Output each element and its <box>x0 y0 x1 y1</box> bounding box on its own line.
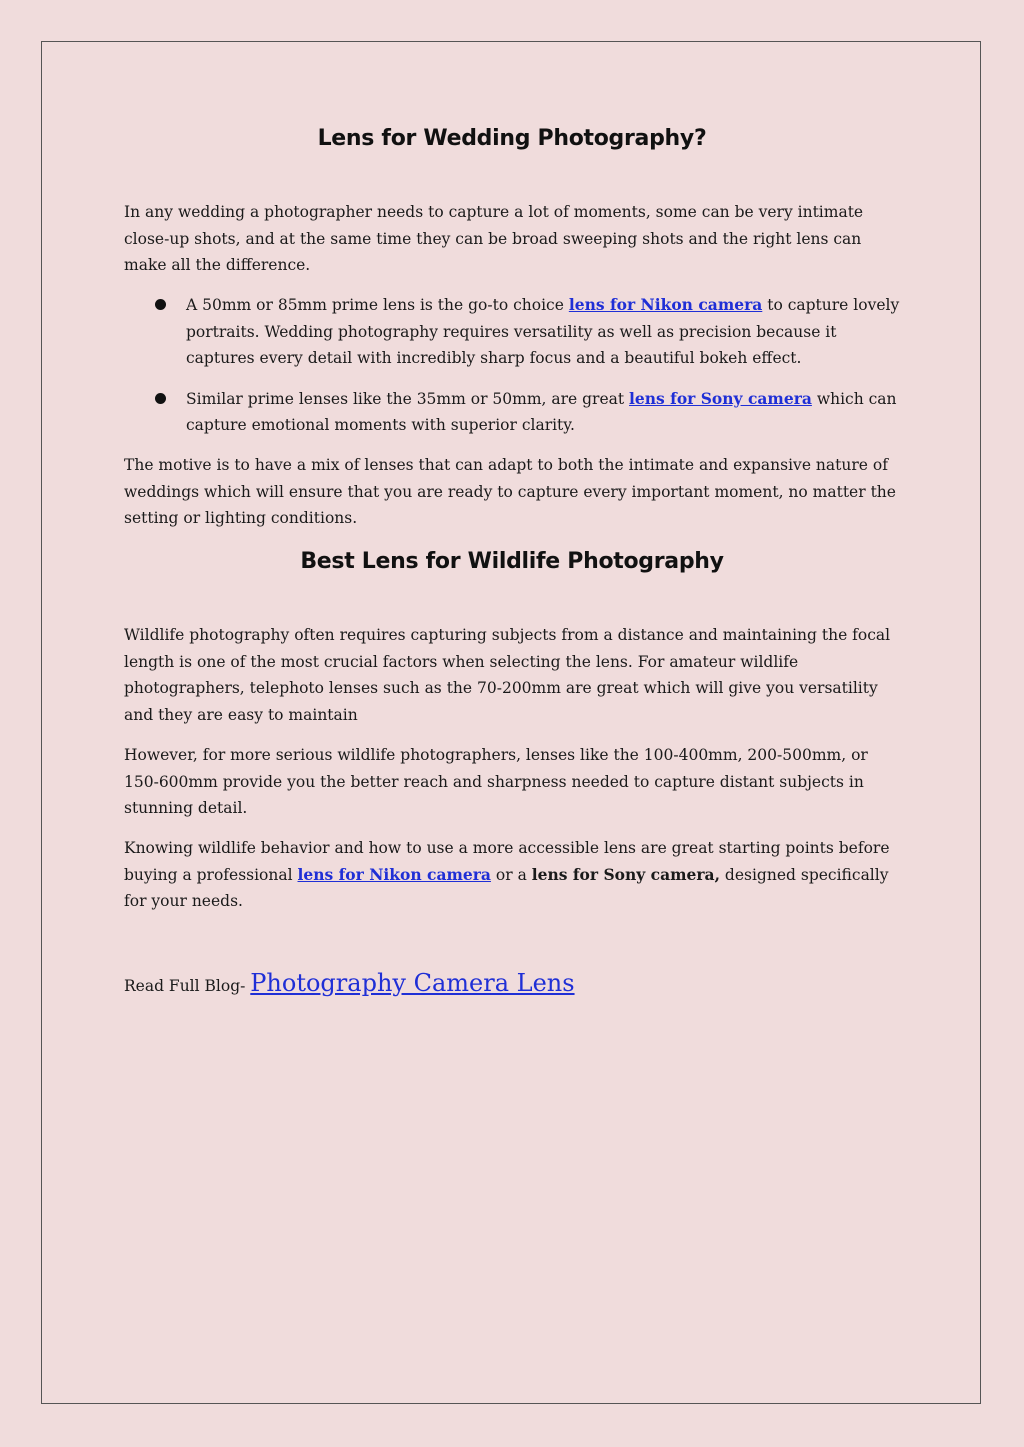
wedding-intro: In any wedding a photographer needs to capture a lot of moments, some can be very intimate close-up shots, and at the same time they can be broad sweeping shots and the right lens can make all the difference. <box>124 203 864 274</box>
bullet-text: Similar prime lenses like the 35mm or 50mm, are great <box>186 389 630 408</box>
wildlife-paragraph-1: Wildlife photography often requires capturing subjects from a distance and maintaining the focal length is one of the most crucial factors when selecting the lens. For amateur wildlife photographers, telephoto lenses such as the 70-200mm are great which will give you versatility and they are easy to maintain <box>124 626 891 724</box>
sony-lens-link[interactable]: lens for Sony camera <box>629 388 812 408</box>
list-item <box>124 386 900 439</box>
sony-lens-bold-text: lens for Sony camera, <box>531 864 720 884</box>
paragraph-text: Knowing wildlife behavior and how to use a more accessible lens are great starting points before buying a professional <box>124 839 890 884</box>
read-full-blog <box>124 970 900 1000</box>
bullet-text: which can capture emotional moments with superior clarity. <box>186 389 897 434</box>
nikon-lens-link[interactable]: lens for Nikon camera <box>568 295 763 314</box>
nikon-lens-link[interactable]: lens for Nikon camera <box>297 864 491 884</box>
bullet-text: A 50mm or 85mm prime lens is the go-to choice <box>186 296 569 314</box>
bullet-text: to capture lovely portraits. Wedding photography requires versatility as well as precision because it captures every detail with incredibly sharp focus and a beautiful bokeh effect. <box>186 296 900 367</box>
wedding-bullet-list <box>124 292 900 439</box>
wildlife-heading: Best Lens for Wildlife Photography <box>300 549 724 574</box>
wedding-heading: Lens for Wedding Photography? <box>317 126 707 151</box>
paragraph-text: or a <box>490 865 532 884</box>
read-full-blog-label: Read Full Blog- <box>124 977 251 995</box>
photography-camera-lens-link[interactable]: Photography Camera Lens <box>250 969 575 997</box>
paragraph-text: designed specifically for your needs. <box>124 865 889 910</box>
list-item <box>124 292 900 372</box>
bullet-icon <box>155 299 166 310</box>
bullet-icon <box>155 393 166 404</box>
wildlife-paragraph-2: However, for more serious wildlife photographers, lenses like the 100-400mm, 200-500mm, or 150-600mm provide you the better reach and sharpness needed to capture distant subjects in stunning detail. <box>124 746 868 817</box>
wildlife-paragraph-3 <box>124 835 900 915</box>
wedding-outro: The motive is to have a mix of lenses that can adapt to both the intimate and expansive nature of weddings which will ensure that you are ready to capture every important moment, no matter the setting or lighting conditions. <box>124 456 896 527</box>
